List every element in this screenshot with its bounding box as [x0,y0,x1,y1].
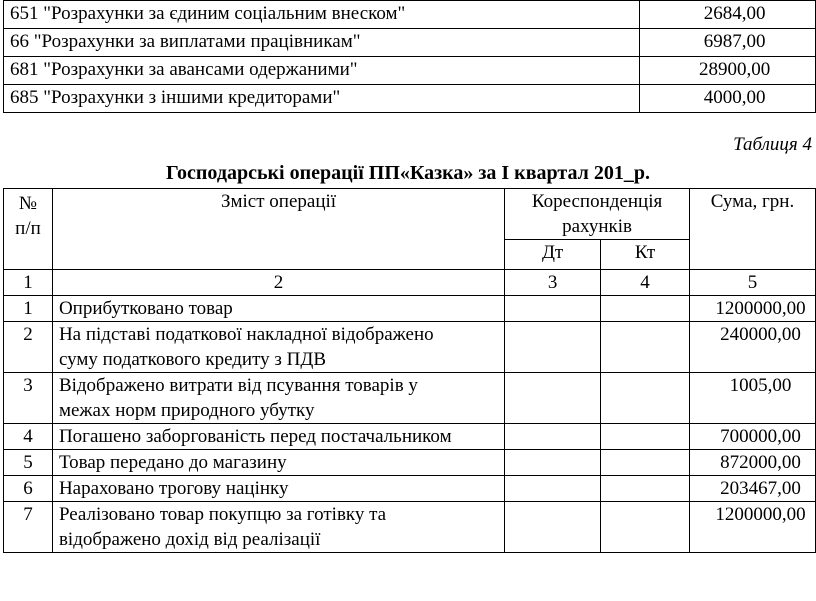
operation-content-line: відображено дохід від реалізації [58,529,321,550]
operation-debit [505,476,601,502]
col-number-4: 4 [601,270,690,296]
header-debit: Дт [505,240,601,270]
operation-sum: 1005,00 [689,373,815,424]
account-name: 685 "Розрахунки з іншими кредиторами" [4,85,640,113]
operation-debit [505,322,601,373]
account-row [4,57,816,85]
operation-debit [505,373,601,424]
operation-content [52,424,504,450]
account-row [4,85,816,113]
operation-number: 3 [4,373,53,424]
col-number-2: 2 [52,270,504,296]
operation-debit [505,424,601,450]
operation-credit [601,424,690,450]
operation-content-line: Відображено витрати від псування товарів у [58,375,418,396]
operation-content [52,322,504,373]
operation-content-line: Оприбутковано товар [58,298,233,319]
col-number-1: 1 [4,270,53,296]
account-name: 66 "Розрахунки за виплатами працівникам" [4,29,640,57]
account-row [4,29,816,57]
header-credit: Кт [601,240,690,270]
account-amount: 2684,00 [640,1,816,29]
operation-row [4,296,816,322]
operation-content-line: Погашено заборгованість перед постачальником [58,426,452,447]
operation-content-line: Нараховано трогову націнку [58,478,289,499]
account-row [4,1,816,29]
col-number-5: 5 [689,270,815,296]
operation-debit [505,502,601,553]
operation-credit [601,476,690,502]
operation-credit [601,296,690,322]
account-name: 681 "Розрахунки за авансами одержаними" [4,57,640,85]
operation-number: 5 [4,450,53,476]
operation-row [4,476,816,502]
header-correspondence: Кореспонденція рахунків [505,189,690,240]
operation-row [4,502,816,553]
header-sum: Сума, грн. [689,189,815,270]
account-amount: 6987,00 [640,29,816,57]
account-name: 651 "Розрахунки за єдиним соціальним внеском" [4,1,640,29]
operation-row [4,424,816,450]
operation-debit [505,450,601,476]
operation-content [52,296,504,322]
operation-content [52,502,504,553]
operation-number: 6 [4,476,53,502]
header-num [4,189,53,270]
operation-content-line: На підставі податкової накладної відображено [58,324,434,345]
header-content: Зміст операції [52,189,504,270]
column-numbers-row [4,270,816,296]
operation-sum: 872000,00 [689,450,815,476]
operation-content [52,476,504,502]
accounts-table [3,0,816,113]
operation-content-line: суму податкового кредиту з ПДВ [58,349,327,370]
operation-content-line: Реалізовано товар покупцю за готівку та [58,504,387,525]
table-title: Господарські операції ПП«Казка» за I квартал 201_р. [166,162,650,184]
operations-table [3,188,816,553]
col-number-3: 3 [505,270,601,296]
table-caption: Таблиця 4 [733,134,812,155]
header-row [4,189,816,240]
operation-number: 4 [4,424,53,450]
operation-number: 2 [4,322,53,373]
operation-content-line: межах норм природного убутку [58,400,315,421]
operation-content-line: Товар передано до магазину [58,452,287,473]
operation-sum: 203467,00 [689,476,815,502]
operation-row [4,373,816,424]
header-num-line2: п/п [15,218,41,239]
operation-credit [601,322,690,373]
operation-content [52,373,504,424]
operation-sum: 1200000,00 [689,502,815,553]
operation-credit [601,450,690,476]
operation-number: 7 [4,502,53,553]
operation-credit [601,502,690,553]
account-amount: 4000,00 [640,85,816,113]
operation-debit [505,296,601,322]
account-amount: 28900,00 [640,57,816,85]
operation-credit [601,373,690,424]
header-num-line1: № [18,193,38,214]
operation-content [52,450,504,476]
operation-sum: 240000,00 [689,322,815,373]
operation-row [4,450,816,476]
operation-sum: 700000,00 [689,424,815,450]
operation-sum: 1200000,00 [689,296,815,322]
operation-row [4,322,816,373]
operation-number: 1 [4,296,53,322]
